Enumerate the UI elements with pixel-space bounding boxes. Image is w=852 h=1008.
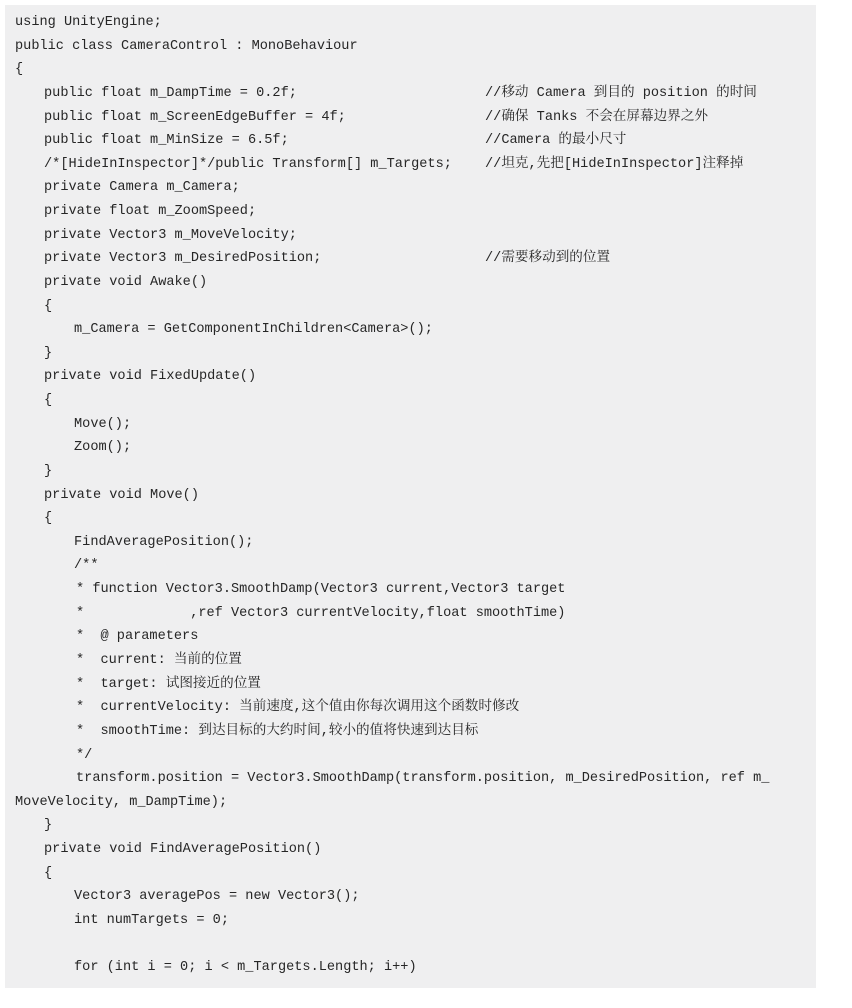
code-line-text: } <box>44 345 53 361</box>
code-line-text: private Vector3 m_MoveVelocity; <box>44 227 297 243</box>
code-line <box>5 413 816 437</box>
code-line-text: using UnityEngine; <box>15 15 162 30</box>
code-line <box>5 460 816 484</box>
code-line-text: * @ parameters <box>76 629 199 645</box>
code-line <box>5 389 816 413</box>
code-line <box>5 578 816 602</box>
code-line-text: public float m_DampTime = 0.2f; <box>44 85 297 101</box>
code-line-text: { <box>44 393 53 409</box>
code-line-text: Zoom(); <box>74 440 132 456</box>
code-line-text: FindAveragePosition(); <box>74 534 254 550</box>
code-line-text: /*[HideInInspector]*/public Transform[] m_Targets; <box>44 156 452 172</box>
code-line-text: */ <box>76 747 93 763</box>
code-line-comment: //Camera 的最小尺寸 <box>485 133 627 149</box>
code-line <box>5 791 816 815</box>
code-line-comment: //需要移动到的位置 <box>485 251 611 267</box>
code-line-text: Move(); <box>74 416 132 432</box>
code-line <box>5 767 816 791</box>
code-line <box>5 365 816 389</box>
code-line <box>5 58 816 82</box>
code-line <box>5 82 816 106</box>
code-line <box>5 744 816 768</box>
code-line <box>5 933 816 957</box>
code-line <box>5 295 816 319</box>
code-line <box>5 531 816 555</box>
code-line <box>5 720 816 744</box>
code-line-text: * smoothTime: 到达目标的大约时间,较小的值将快速到达目标 <box>76 723 479 739</box>
code-line <box>5 271 816 295</box>
code-line-text: } <box>44 818 53 834</box>
code-line-text: } <box>44 463 53 479</box>
code-line-text: m_Camera = GetComponentInChildren<Camera>(); <box>74 322 433 338</box>
code-line <box>5 956 816 980</box>
code-line-comment: //坦克,先把[HideInInspector]注释掉 <box>485 156 744 172</box>
code-line-text: int numTargets = 0; <box>74 912 229 928</box>
code-line-text: private void FindAveragePosition() <box>44 842 322 858</box>
code-line <box>5 106 816 130</box>
code-line-text: * ,ref Vector3 currentVelocity,float smoothTime) <box>76 605 566 621</box>
code-line <box>5 814 816 838</box>
code-line-text: public float m_MinSize = 6.5f; <box>44 133 289 149</box>
code-line <box>5 11 816 35</box>
code-line-text: public float m_ScreenEdgeBuffer = 4f; <box>44 109 346 125</box>
code-line <box>5 484 816 508</box>
code-line-text: Vector3 averagePos = new Vector3(); <box>74 889 360 905</box>
code-line-text: { <box>44 865 53 881</box>
code-line-text: * function Vector3.SmoothDamp(Vector3 current,Vector3 target <box>76 582 566 598</box>
code-line <box>5 838 816 862</box>
code-line-text: MoveVelocity, m_DampTime); <box>15 794 228 810</box>
code-line <box>5 602 816 626</box>
code-line <box>5 35 816 59</box>
code-line-text: public class CameraControl : MonoBehaviour <box>15 38 358 54</box>
code-line-comment: //移动 Camera 到目的 position 的时间 <box>485 85 757 101</box>
code-line-text: transform.position = Vector3.SmoothDamp(transform.position, m_DesiredPosition, ref m_ <box>76 771 770 787</box>
code-line-text: { <box>44 298 53 314</box>
code-line-text: * target: 试图接近的位置 <box>76 676 261 692</box>
code-line-text: private float m_ZoomSpeed; <box>44 204 257 220</box>
code-line <box>5 247 816 271</box>
code-line <box>5 885 816 909</box>
code-line-text: private void Move() <box>44 487 199 503</box>
code-line-text: for (int i = 0; i < m_Targets.Length; i++) <box>74 960 417 976</box>
code-line <box>5 649 816 673</box>
code-line <box>5 176 816 200</box>
code-line <box>5 862 816 886</box>
code-line-text: { <box>44 511 53 527</box>
code-line <box>5 129 816 153</box>
code-line <box>5 673 816 697</box>
code-line <box>5 436 816 460</box>
code-line <box>5 224 816 248</box>
code-line <box>5 696 816 720</box>
code-line-comment: //确保 Tanks 不会在屏幕边界之外 <box>485 109 708 125</box>
code-block <box>5 5 816 988</box>
code-line-text: * current: 当前的位置 <box>76 653 242 668</box>
code-line <box>5 625 816 649</box>
code-line <box>5 318 816 342</box>
code-line <box>5 507 816 531</box>
code-line-text: { <box>15 62 24 78</box>
code-line <box>5 200 816 224</box>
code-line <box>5 909 816 933</box>
code-line-text: private Vector3 m_DesiredPosition; <box>44 251 322 267</box>
code-line-text: * currentVelocity: 当前速度,这个值由你每次调用这个函数时修改 <box>76 700 520 716</box>
code-line <box>5 342 816 366</box>
code-line <box>5 554 816 578</box>
code-line <box>5 153 816 177</box>
code-line-text: private void Awake() <box>44 274 208 290</box>
code-line-text: private Camera m_Camera; <box>44 180 240 196</box>
code-line-text: private void FixedUpdate() <box>44 369 257 385</box>
code-line-text: /** <box>74 558 99 574</box>
